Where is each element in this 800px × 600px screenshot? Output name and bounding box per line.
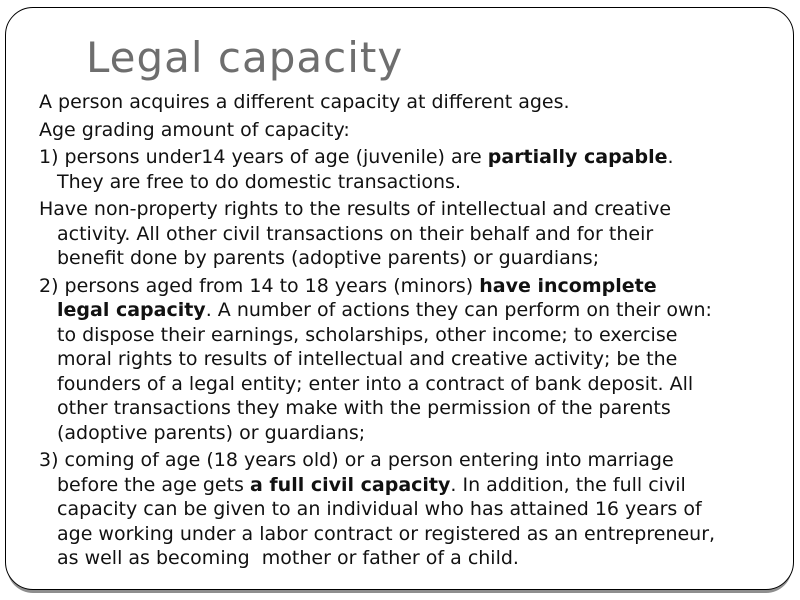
- paragraph: 3) coming of age (18 years old) or a person entering into marriage before the age gets a full civil capacity. In addition, the full civil capacity can be given to an individual who has attained 16 years of age working under a labor contract or registered as an entrepreneur, as well as becoming mother or father of a child.: [39, 449, 716, 569]
- paragraph: 1) persons under14 years of age (juvenile) are partially capable. They are free to do domestic transactions.: [39, 146, 674, 193]
- paragraph: A person acquires a different capacity at different ages.: [39, 91, 570, 113]
- slide-title: Legal capacity: [86, 33, 404, 82]
- slide-body: [39, 90, 781, 571]
- paragraph: Age grading amount of capacity:: [39, 118, 350, 141]
- paragraph: 2) persons aged from 14 to 18 years (minors) have incomplete legal capacity. A number of actions they can perform on their own: to dispose their earnings, scholarships, other income; to exercise moral rights to results of intellectual and creative activity; be the founders of a legal entity; enter into a contract of bank deposit. All other transactions they make with the permission of the parents (adoptive parents) or guardians;: [39, 274, 712, 444]
- paragraph: Have non-property rights to the results of intellectual and creative activity. All other civil transactions on their behalf and for their benefit done by parents (adoptive parents) or guardians;: [39, 198, 672, 269]
- slide-frame: [5, 7, 794, 590]
